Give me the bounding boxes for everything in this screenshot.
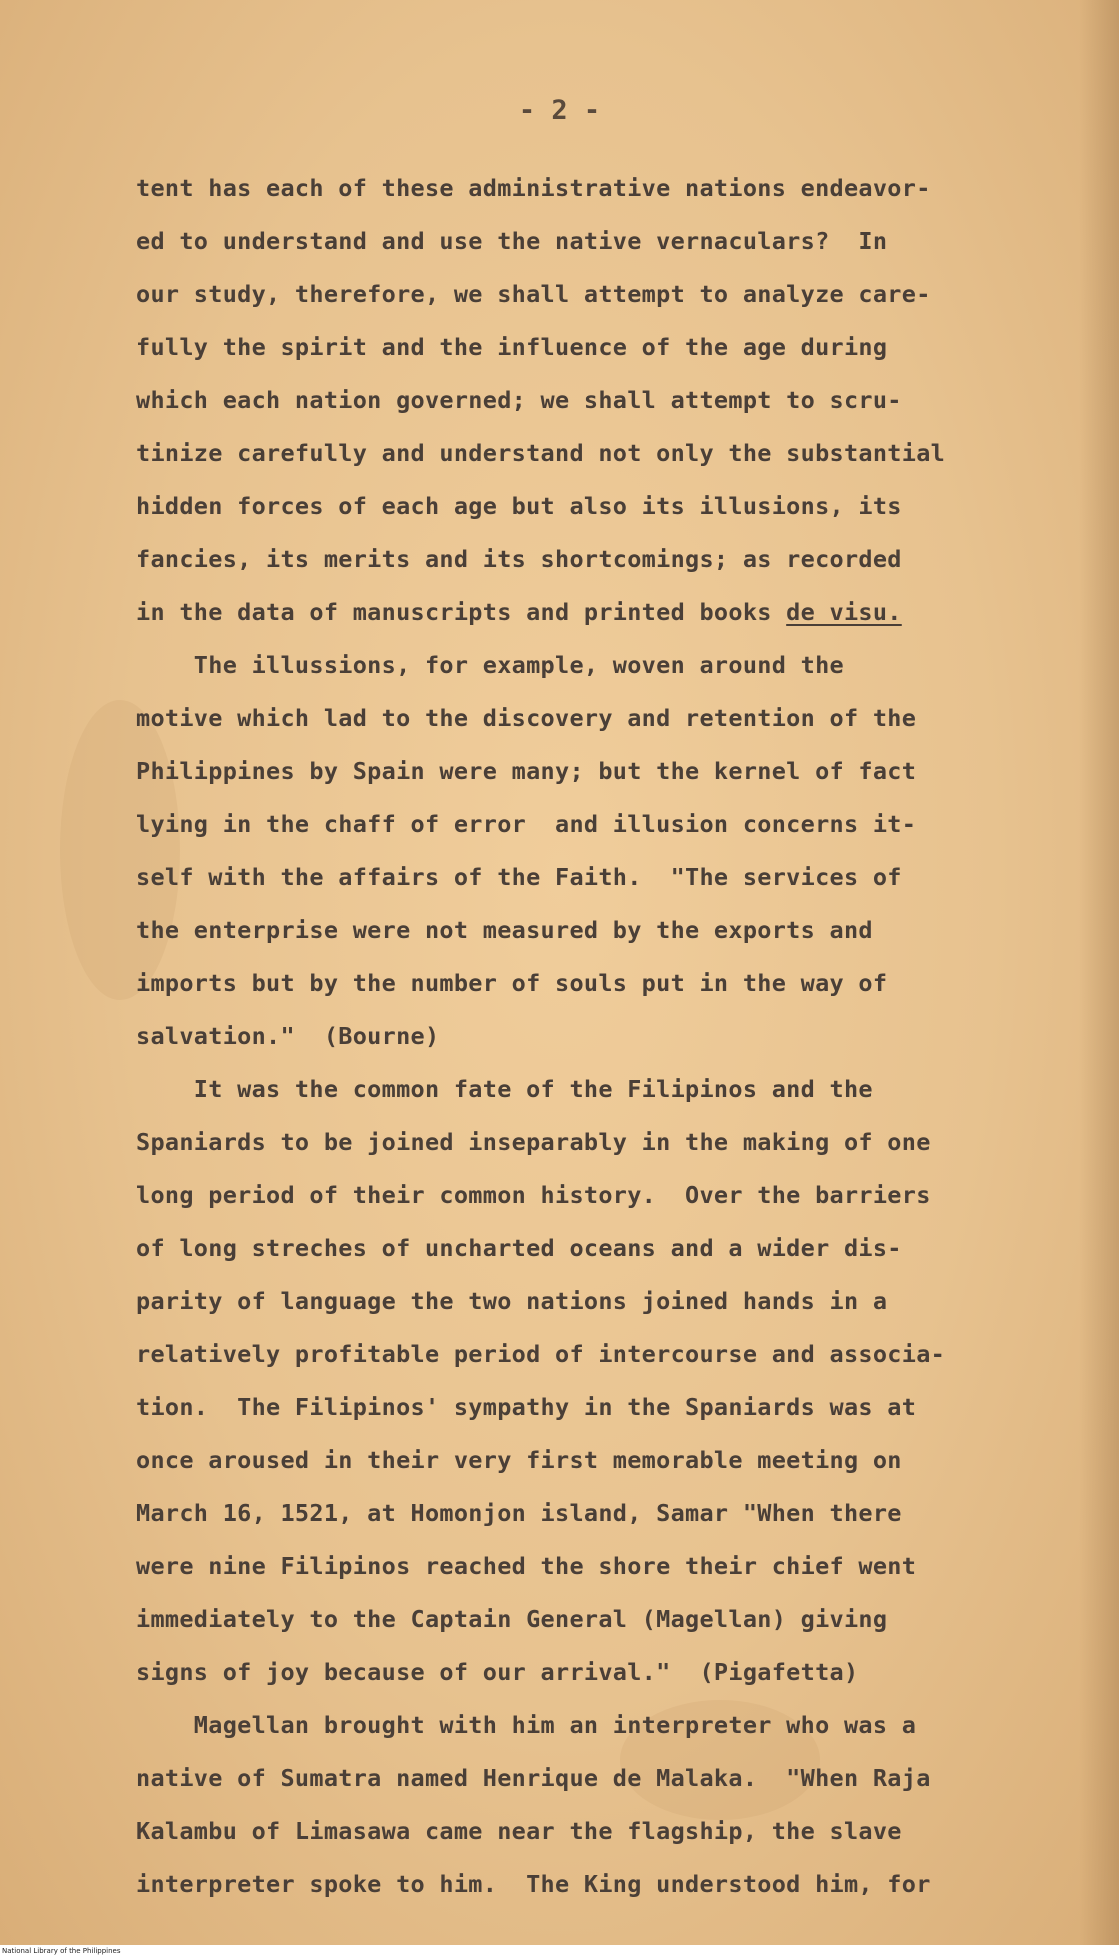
text-line: signs of joy because of our arrival." (Pigafetta) [136, 1658, 859, 1686]
text-line: lying in the chaff of error and illusion concerns it- [136, 810, 917, 838]
text-line: parity of language the two nations joined hands in a [136, 1287, 888, 1315]
body-text [136, 162, 1036, 1911]
text-line: in the data of manuscripts and printed books [136, 598, 787, 626]
text-line: interpreter spoke to him. The King understood him, for [136, 1870, 931, 1898]
text-line: Philippines by Spain were many; but the kernel of fact [136, 757, 917, 785]
text-line: It was the common fate of the Filipinos and the [136, 1075, 873, 1103]
page-edge-shadow [1079, 0, 1119, 1945]
text-line: our study, therefore, we shall attempt to analyze care- [136, 280, 931, 308]
text-line: which each nation governed; we shall attempt to scru- [136, 386, 902, 414]
text-line: tent has each of these administrative nations endeavor- [136, 174, 931, 202]
footer-credit: National Library of the Philippines [0, 1945, 1119, 1958]
underlined-phrase: de visu. [786, 598, 902, 626]
text-line: The illussions, for example, woven around the [136, 651, 844, 679]
text-line: hidden forces of each age but also its illusions, its [136, 492, 902, 520]
text-line: once aroused in their very first memorable meeting on [136, 1446, 902, 1474]
text-line-with-underline [136, 586, 1036, 639]
text-line: Spaniards to be joined inseparably in the making of one [136, 1128, 931, 1156]
text-line: relatively profitable period of intercourse and associa- [136, 1340, 946, 1368]
text-line: of long streches of uncharted oceans and a wider dis- [136, 1234, 902, 1262]
text-line: tinize carefully and understand not only the substantial [136, 439, 946, 467]
text-line: fully the spirit and the influence of the age during [136, 333, 888, 361]
text-line: imports but by the number of souls put in the way of [136, 969, 888, 997]
text-line: Magellan brought with him an interpreter who was a [136, 1711, 917, 1739]
text-line: tion. The Filipinos' sympathy in the Spaniards was at [136, 1393, 917, 1421]
text-line: were nine Filipinos reached the shore their chief went [136, 1552, 917, 1580]
text-line: native of Sumatra named Henrique de Malaka. "When Raja [136, 1764, 931, 1792]
text-line: ed to understand and use the native vernaculars? In [136, 227, 888, 255]
text-line: Kalambu of Limasawa came near the flagship, the slave [136, 1817, 902, 1845]
text-line: long period of their common history. Over the barriers [136, 1181, 931, 1209]
text-line: immediately to the Captain General (Magellan) giving [136, 1605, 888, 1633]
page-number: - 2 - [518, 95, 601, 126]
text-line: motive which lad to the discovery and retention of the [136, 704, 917, 732]
text-line: the enterprise were not measured by the exports and [136, 916, 873, 944]
text-line: fancies, its merits and its shortcomings; as recorded [136, 545, 902, 573]
text-line: salvation." (Bourne) [136, 1022, 440, 1050]
text-line: March 16, 1521, at Homonjon island, Samar "When there [136, 1499, 902, 1527]
text-line: self with the affairs of the Faith. "The services of [136, 863, 902, 891]
